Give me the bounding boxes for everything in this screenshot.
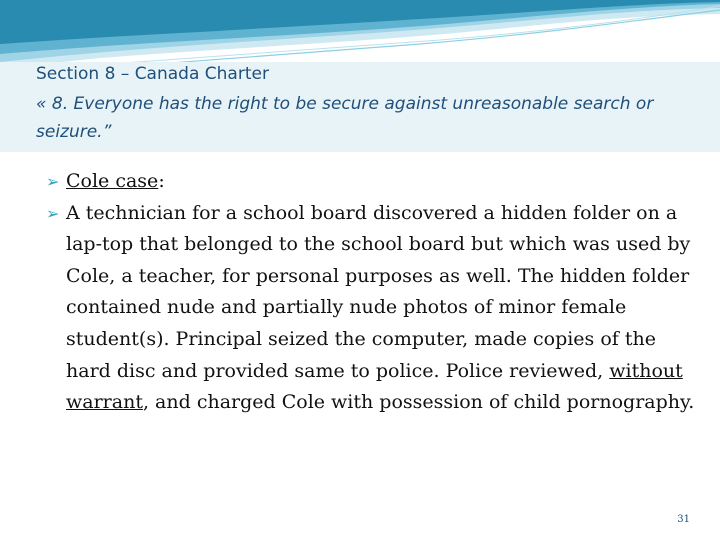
bullet-case-facts xyxy=(46,198,696,419)
slide-title: Section 8 – Canada Charter xyxy=(36,64,269,84)
case-facts-text: A technician for a school board discovered a hidden folder on a lap-top that belonged to the school board but which was used by Cole, a teacher, for personal purposes as well. The hidden folder contained nude and partially nude photos of minor female student(s). Principal seized the computer, made copies of the hard disc and provided same to police. Police reviewed, xyxy=(66,201,691,382)
arrow-bullet-icon: ➢ xyxy=(46,203,60,223)
bullet-list xyxy=(46,166,696,419)
without-warrant-text: without warrant xyxy=(66,359,683,414)
bullet-cole-case xyxy=(46,166,696,198)
case-facts-text-end: , and charged Cole with possession of child pornography. xyxy=(142,391,695,414)
page-number: 31 xyxy=(677,514,690,525)
charter-quote: « 8. Everyone has the right to be secure against unreasonable search or seizure.” xyxy=(36,94,654,142)
arrow-bullet-icon: ➢ xyxy=(46,172,60,191)
cole-case-colon: : xyxy=(158,170,165,192)
cole-case-label: Cole case xyxy=(66,170,159,192)
